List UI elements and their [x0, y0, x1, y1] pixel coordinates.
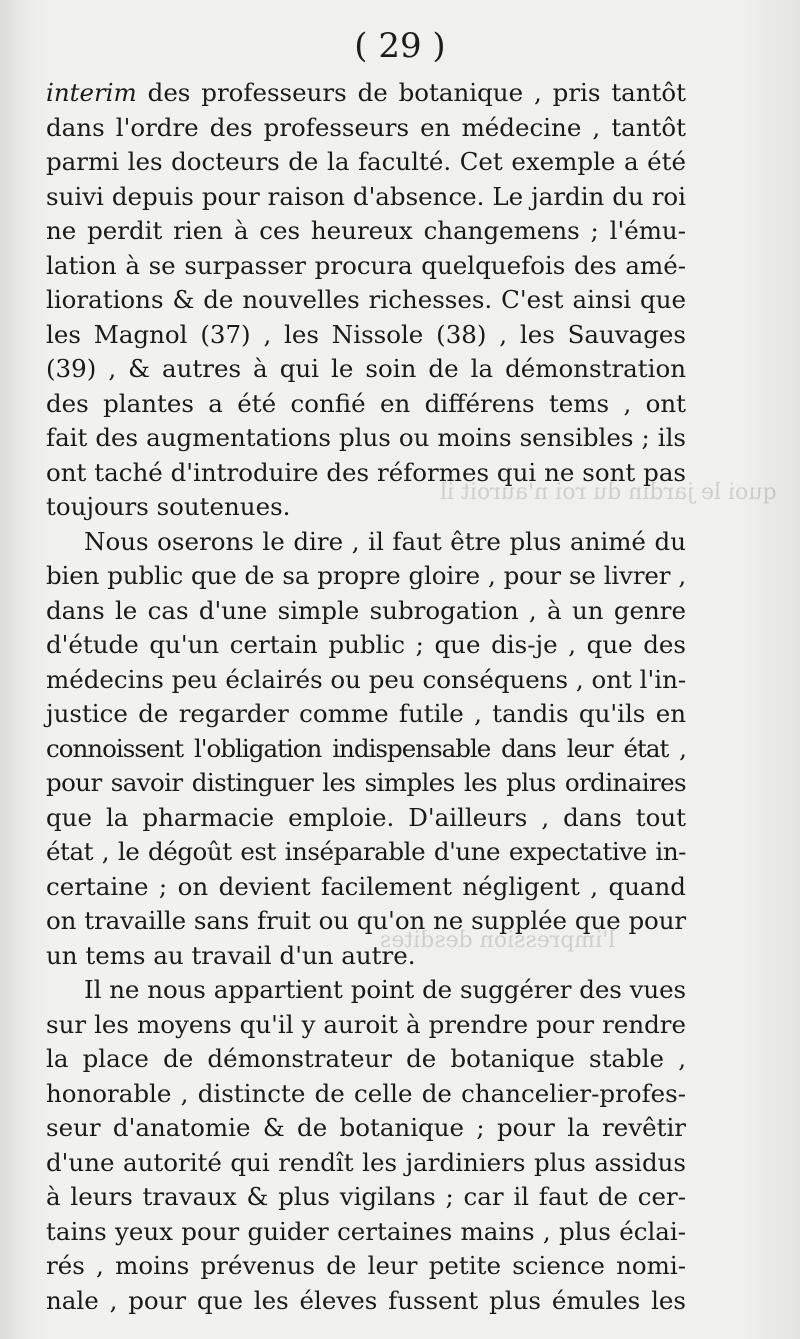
- paragraph: [46, 973, 686, 1318]
- text-line: connoissent l'obligation indispensable dans leur état ,: [46, 733, 686, 763]
- text-line-content: des professeurs de botanique , pris tantôt: [136, 78, 686, 107]
- text-line: dans l'ordre des professeurs en médecine , tantôt: [46, 112, 686, 142]
- text-line: [46, 76, 686, 111]
- text-line: parmi les docteurs de la faculté. Cet exemple a été: [46, 147, 686, 176]
- text-line: d'étude qu'un certain public ; que dis-je , que des: [46, 630, 686, 659]
- text-line: un tems au travail d'un autre.: [46, 940, 416, 970]
- show-through-text: l'impression desdites: [380, 928, 616, 953]
- text-line: pour savoir distinguer les simples les plus ordinaires: [46, 768, 686, 797]
- text-line: Nous oserons le dire , il faut être plus animé du: [84, 526, 686, 556]
- text-line: rés , moins prévenus de leur petite science nomi-: [46, 1251, 686, 1280]
- main-text: [46, 76, 686, 1318]
- text-line: d'une autorité qui rendît les jardiniers plus assidus: [46, 1147, 686, 1177]
- text-line: certaine ; on devient facilement négligent , quand: [46, 871, 686, 901]
- text-line: liorations & de nouvelles richesses. C'est ainsi que: [46, 285, 686, 314]
- text-line: tains yeux pour guider certaines mains , plus éclai-: [46, 1216, 686, 1246]
- italic-word: interim: [46, 78, 137, 107]
- text-line: honorable , distincte de celle de chancelier-profes-: [46, 1078, 686, 1108]
- text-line: lation à se surpasser procura quelquefois des amé-: [46, 250, 686, 280]
- text-line: (39) , & autres à qui le soin de la démonstration: [46, 354, 686, 383]
- text-line: sur les moyens qu'il y auroit à prendre pour rendre: [46, 1009, 686, 1039]
- text-line: fait des augmentations plus ou moins sensibles ; ils: [46, 423, 686, 452]
- text-line: ont taché d'introduire des réformes qui ne sont pas: [46, 457, 686, 487]
- text-line: dans le cas d'une simple subrogation , à un genre: [46, 595, 686, 625]
- text-line: ne perdit rien à ces heureux changemens ; l'ému-: [46, 216, 686, 245]
- text-line: que la pharmacie emploie. D'ailleurs , dans tout: [46, 802, 686, 832]
- text-line: les Magnol (37) , les Nissole (38) , les Sauvages: [46, 319, 686, 349]
- show-through-text: quoi le jardin du roi n'auroit il: [440, 480, 777, 505]
- paragraph: [46, 525, 686, 974]
- text-line: justice de regarder comme futile , tandis qu'ils en: [46, 699, 686, 728]
- text-line: état , le dégoût est inséparable d'une expectative in-: [46, 837, 686, 866]
- paragraph: [46, 76, 686, 525]
- page-number: ( 29 ): [354, 26, 446, 66]
- text-line: seur d'anatomie & de botanique ; pour la revêtir: [46, 1113, 686, 1142]
- text-line: la place de démonstrateur de botanique stable ,: [46, 1044, 686, 1073]
- text-line: on travaille sans fruit ou qu'on ne supplée que pour: [46, 906, 686, 935]
- text-line: nale , pour que les éleves fussent plus émules les: [46, 1285, 686, 1315]
- text-line: Il ne nous appartient point de suggérer des vues: [84, 975, 686, 1004]
- text-line: suivi depuis pour raison d'absence. Le jardin du roi: [46, 181, 686, 211]
- text-line: médecins peu éclairés ou peu conséquens , ont l'in-: [46, 664, 687, 694]
- text-line: à leurs travaux & plus vigilans ; car il faut de cer-: [46, 1182, 686, 1211]
- text-line: toujours soutenues.: [46, 492, 291, 521]
- text-line: des plantes a été confié en différens tems , ont: [46, 388, 686, 418]
- text-line: bien public que de sa propre gloire , pour se livrer ,: [46, 561, 686, 590]
